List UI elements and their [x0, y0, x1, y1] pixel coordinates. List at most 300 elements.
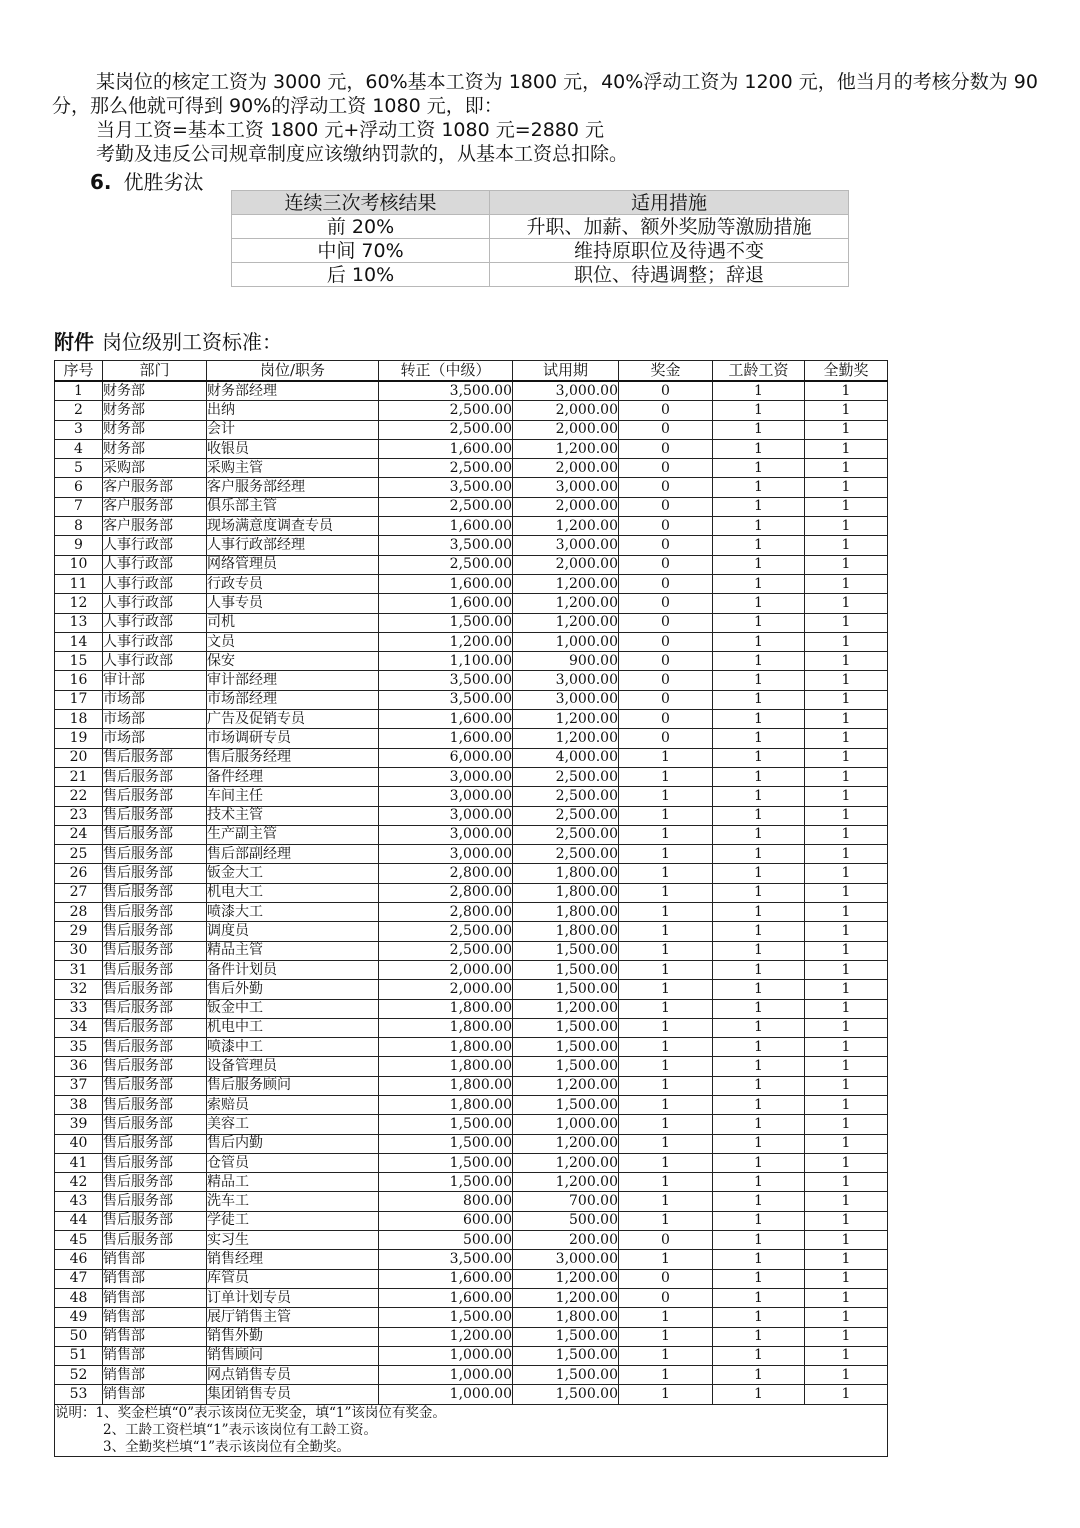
index-cell: 13 — [55, 613, 103, 632]
seniority-pay-cell: 1 — [713, 517, 805, 536]
position-cell: 钣金大工 — [207, 864, 379, 883]
measures-result-cell: 前 20% — [232, 215, 490, 239]
probation-salary-cell: 2,500.00 — [513, 825, 619, 844]
department-cell: 售后服务部 — [103, 845, 207, 864]
probation-salary-cell: 2,500.00 — [513, 787, 619, 806]
probation-salary-cell: 1,500.00 — [513, 1057, 619, 1076]
position-cell: 网点销售专员 — [207, 1366, 379, 1385]
intro-paragraph-1: 某岗位的核定工资为 3000 元，60%基本工资为 1800 元，40%浮动工资为 1200 元，他当月的考核分数为 90 分，那么他就可得到 90%的浮动工资 1080 元，即： — [52, 71, 1038, 117]
regular-salary-cell: 1,600.00 — [379, 1269, 513, 1288]
table-row — [55, 1192, 888, 1211]
table-row — [55, 825, 888, 844]
department-cell: 销售部 — [103, 1269, 207, 1288]
header-index: 序号 — [55, 361, 103, 382]
regular-salary-cell: 2,500.00 — [379, 497, 513, 516]
seniority-pay-cell: 1 — [713, 459, 805, 478]
probation-salary-cell: 2,500.00 — [513, 845, 619, 864]
table-notes — [55, 1404, 888, 1456]
department-cell: 售后服务部 — [103, 1057, 207, 1076]
seniority-pay-cell: 1 — [713, 980, 805, 999]
seniority-pay-cell: 1 — [713, 690, 805, 709]
position-cell: 销售外勤 — [207, 1327, 379, 1346]
probation-salary-cell: 1,200.00 — [513, 574, 619, 593]
bonus-cell: 1 — [619, 806, 713, 825]
regular-salary-cell: 1,600.00 — [379, 594, 513, 613]
table-row — [55, 1366, 888, 1385]
probation-salary-cell: 1,800.00 — [513, 903, 619, 922]
department-cell: 人事行政部 — [103, 536, 207, 555]
table-row — [55, 1231, 888, 1250]
table-row — [55, 1211, 888, 1230]
bonus-cell: 1 — [619, 1076, 713, 1095]
seniority-pay-cell: 1 — [713, 1134, 805, 1153]
index-cell: 14 — [55, 632, 103, 651]
attendance-bonus-cell: 1 — [805, 574, 888, 593]
header-position: 岗位/职务 — [207, 361, 379, 382]
regular-salary-cell: 3,500.00 — [379, 1250, 513, 1269]
table-row — [55, 652, 888, 671]
attendance-bonus-cell: 1 — [805, 439, 888, 458]
department-cell: 售后服务部 — [103, 883, 207, 902]
probation-salary-cell: 200.00 — [513, 1231, 619, 1250]
regular-salary-cell: 3,000.00 — [379, 767, 513, 786]
probation-salary-cell: 1,800.00 — [513, 864, 619, 883]
attendance-bonus-cell: 1 — [805, 1192, 888, 1211]
seniority-pay-cell: 1 — [713, 1231, 805, 1250]
appendix-title: 岗位级别工资标准： — [102, 330, 282, 354]
table-row — [55, 632, 888, 651]
table-row — [55, 903, 888, 922]
bonus-cell: 1 — [619, 787, 713, 806]
table-row — [55, 1327, 888, 1346]
department-cell: 销售部 — [103, 1385, 207, 1404]
position-cell: 网络管理员 — [207, 555, 379, 574]
index-cell: 49 — [55, 1308, 103, 1327]
index-cell: 7 — [55, 497, 103, 516]
attendance-bonus-cell: 1 — [805, 729, 888, 748]
probation-salary-cell: 2,000.00 — [513, 459, 619, 478]
probation-salary-cell: 2,500.00 — [513, 767, 619, 786]
seniority-pay-cell: 1 — [713, 1018, 805, 1037]
salary-header-row — [55, 361, 888, 382]
position-cell: 会计 — [207, 420, 379, 439]
bonus-cell: 1 — [619, 1250, 713, 1269]
department-cell: 客户服务部 — [103, 497, 207, 516]
index-cell: 42 — [55, 1173, 103, 1192]
attendance-bonus-cell: 1 — [805, 613, 888, 632]
position-cell: 采购主管 — [207, 459, 379, 478]
position-cell: 机电中工 — [207, 1018, 379, 1037]
bonus-cell: 1 — [619, 903, 713, 922]
position-cell: 人事行政部经理 — [207, 536, 379, 555]
salary-formula: 当月工资=基本工资 1800 元+浮动工资 1080 元=2880 元 — [96, 119, 605, 141]
bonus-cell: 0 — [619, 632, 713, 651]
regular-salary-cell: 3,500.00 — [379, 690, 513, 709]
attendance-bonus-cell: 1 — [805, 1076, 888, 1095]
bonus-cell: 1 — [619, 1018, 713, 1037]
regular-salary-cell: 1,500.00 — [379, 1153, 513, 1172]
regular-salary-cell: 800.00 — [379, 1192, 513, 1211]
department-cell: 售后服务部 — [103, 941, 207, 960]
seniority-pay-cell: 1 — [713, 1057, 805, 1076]
probation-salary-cell: 4,000.00 — [513, 748, 619, 767]
regular-salary-cell: 2,500.00 — [379, 459, 513, 478]
bonus-cell: 0 — [619, 594, 713, 613]
regular-salary-cell: 3,000.00 — [379, 825, 513, 844]
table-row — [55, 555, 888, 574]
table-row — [55, 960, 888, 979]
regular-salary-cell: 1,600.00 — [379, 517, 513, 536]
position-cell: 技术主管 — [207, 806, 379, 825]
measures-result-cell: 后 10% — [232, 263, 490, 287]
index-cell: 38 — [55, 1095, 103, 1114]
bonus-cell: 0 — [619, 381, 713, 401]
probation-salary-cell: 1,500.00 — [513, 1327, 619, 1346]
regular-salary-cell: 500.00 — [379, 1231, 513, 1250]
department-cell: 财务部 — [103, 420, 207, 439]
intro-text — [52, 70, 1042, 166]
index-cell: 39 — [55, 1115, 103, 1134]
bonus-cell: 1 — [619, 1095, 713, 1114]
table-row — [55, 748, 888, 767]
table-row — [55, 459, 888, 478]
regular-salary-cell: 2,000.00 — [379, 980, 513, 999]
attendance-bonus-cell: 1 — [805, 1211, 888, 1230]
bonus-cell: 1 — [619, 1308, 713, 1327]
attendance-bonus-cell: 1 — [805, 1269, 888, 1288]
attendance-bonus-cell: 1 — [805, 980, 888, 999]
department-cell: 客户服务部 — [103, 478, 207, 497]
regular-salary-cell: 6,000.00 — [379, 748, 513, 767]
seniority-pay-cell: 1 — [713, 883, 805, 902]
department-cell: 采购部 — [103, 459, 207, 478]
seniority-pay-cell: 1 — [713, 845, 805, 864]
regular-salary-cell: 2,500.00 — [379, 401, 513, 420]
table-row — [55, 1076, 888, 1095]
department-cell: 售后服务部 — [103, 825, 207, 844]
index-cell: 19 — [55, 729, 103, 748]
index-cell: 4 — [55, 439, 103, 458]
seniority-pay-cell: 1 — [713, 594, 805, 613]
department-cell: 售后服务部 — [103, 767, 207, 786]
position-cell: 库管员 — [207, 1269, 379, 1288]
attendance-bonus-cell: 1 — [805, 941, 888, 960]
department-cell: 售后服务部 — [103, 806, 207, 825]
attendance-bonus-cell: 1 — [805, 922, 888, 941]
index-cell: 27 — [55, 883, 103, 902]
attendance-bonus-cell: 1 — [805, 594, 888, 613]
table-row — [55, 806, 888, 825]
position-cell: 销售顾问 — [207, 1346, 379, 1365]
notes-row — [55, 1404, 888, 1456]
index-cell: 11 — [55, 574, 103, 593]
department-cell: 售后服务部 — [103, 1038, 207, 1057]
table-row — [55, 787, 888, 806]
regular-salary-cell: 1,200.00 — [379, 1327, 513, 1346]
position-cell: 钣金中工 — [207, 999, 379, 1018]
position-cell: 出纳 — [207, 401, 379, 420]
position-cell: 司机 — [207, 613, 379, 632]
position-cell: 客户服务部经理 — [207, 478, 379, 497]
regular-salary-cell: 1,800.00 — [379, 1057, 513, 1076]
position-cell: 精品主管 — [207, 941, 379, 960]
seniority-pay-cell: 1 — [713, 787, 805, 806]
seniority-pay-cell: 1 — [713, 1269, 805, 1288]
bonus-cell: 1 — [619, 1173, 713, 1192]
position-cell: 现场满意度调查专员 — [207, 517, 379, 536]
probation-salary-cell: 1,200.00 — [513, 594, 619, 613]
table-row — [55, 420, 888, 439]
index-cell: 16 — [55, 671, 103, 690]
probation-salary-cell: 700.00 — [513, 1192, 619, 1211]
bonus-cell: 1 — [619, 922, 713, 941]
department-cell: 销售部 — [103, 1366, 207, 1385]
department-cell: 售后服务部 — [103, 787, 207, 806]
seniority-pay-cell: 1 — [713, 555, 805, 574]
measures-result-cell: 中间 70% — [232, 239, 490, 263]
measures-row — [232, 263, 849, 287]
regular-salary-cell: 1,800.00 — [379, 999, 513, 1018]
department-cell: 市场部 — [103, 690, 207, 709]
table-row — [55, 710, 888, 729]
table-row — [55, 1153, 888, 1172]
department-cell: 售后服务部 — [103, 903, 207, 922]
regular-salary-cell: 3,000.00 — [379, 787, 513, 806]
bonus-cell: 1 — [619, 1211, 713, 1230]
bonus-cell: 1 — [619, 999, 713, 1018]
position-cell: 精品工 — [207, 1173, 379, 1192]
seniority-pay-cell: 1 — [713, 671, 805, 690]
header-department: 部门 — [103, 361, 207, 382]
index-cell: 6 — [55, 478, 103, 497]
attendance-bonus-cell: 1 — [805, 845, 888, 864]
bonus-cell: 0 — [619, 613, 713, 632]
seniority-pay-cell: 1 — [713, 652, 805, 671]
probation-salary-cell: 1,200.00 — [513, 1134, 619, 1153]
regular-salary-cell: 2,800.00 — [379, 864, 513, 883]
seniority-pay-cell: 1 — [713, 1173, 805, 1192]
probation-salary-cell: 1,500.00 — [513, 1038, 619, 1057]
position-cell: 售后内勤 — [207, 1134, 379, 1153]
position-cell: 行政专员 — [207, 574, 379, 593]
bonus-cell: 1 — [619, 941, 713, 960]
index-cell: 18 — [55, 710, 103, 729]
table-row — [55, 1173, 888, 1192]
table-row — [55, 594, 888, 613]
seniority-pay-cell: 1 — [713, 864, 805, 883]
seniority-pay-cell: 1 — [713, 941, 805, 960]
attendance-bonus-cell: 1 — [805, 690, 888, 709]
index-cell: 1 — [55, 381, 103, 401]
bonus-cell: 0 — [619, 555, 713, 574]
probation-salary-cell: 1,200.00 — [513, 1269, 619, 1288]
table-row — [55, 1250, 888, 1269]
measures-action-cell: 升职、加薪、额外奖励等激励措施 — [490, 215, 849, 239]
table-row — [55, 883, 888, 902]
bonus-cell: 1 — [619, 1366, 713, 1385]
regular-salary-cell: 1,600.00 — [379, 574, 513, 593]
regular-salary-cell: 3,500.00 — [379, 381, 513, 401]
table-row — [55, 478, 888, 497]
position-cell: 喷漆中工 — [207, 1038, 379, 1057]
attendance-bonus-cell: 1 — [805, 478, 888, 497]
probation-salary-cell: 2,500.00 — [513, 806, 619, 825]
department-cell: 售后服务部 — [103, 1153, 207, 1172]
department-cell: 售后服务部 — [103, 1192, 207, 1211]
seniority-pay-cell: 1 — [713, 1115, 805, 1134]
probation-salary-cell: 3,000.00 — [513, 690, 619, 709]
bonus-cell: 0 — [619, 671, 713, 690]
attendance-bonus-cell: 1 — [805, 710, 888, 729]
note-line: 说明：1、奖金栏填“0”表示该岗位无奖金，填“1”该岗位有奖金。 — [55, 1404, 446, 1421]
index-cell: 12 — [55, 594, 103, 613]
position-cell: 学徒工 — [207, 1211, 379, 1230]
attendance-bonus-cell: 1 — [805, 1095, 888, 1114]
index-cell: 34 — [55, 1018, 103, 1037]
position-cell: 展厅销售主管 — [207, 1308, 379, 1327]
seniority-pay-cell: 1 — [713, 439, 805, 458]
table-row — [55, 1057, 888, 1076]
department-cell: 售后服务部 — [103, 960, 207, 979]
table-row — [55, 671, 888, 690]
seniority-pay-cell: 1 — [713, 1288, 805, 1307]
attendance-bonus-cell: 1 — [805, 401, 888, 420]
regular-salary-cell: 1,500.00 — [379, 1173, 513, 1192]
regular-salary-cell: 2,000.00 — [379, 960, 513, 979]
position-cell: 备件计划员 — [207, 960, 379, 979]
index-cell: 35 — [55, 1038, 103, 1057]
regular-salary-cell: 1,800.00 — [379, 1076, 513, 1095]
regular-salary-cell: 1,600.00 — [379, 439, 513, 458]
attendance-bonus-cell: 1 — [805, 999, 888, 1018]
seniority-pay-cell: 1 — [713, 729, 805, 748]
position-cell: 喷漆大工 — [207, 903, 379, 922]
seniority-pay-cell: 1 — [713, 1385, 805, 1404]
measures-row — [232, 215, 849, 239]
index-cell: 21 — [55, 767, 103, 786]
index-cell: 44 — [55, 1211, 103, 1230]
position-cell: 保安 — [207, 652, 379, 671]
regular-salary-cell: 2,800.00 — [379, 883, 513, 902]
bonus-cell: 0 — [619, 439, 713, 458]
index-cell: 47 — [55, 1269, 103, 1288]
probation-salary-cell: 1,200.00 — [513, 613, 619, 632]
regular-salary-cell: 1,800.00 — [379, 1038, 513, 1057]
table-row — [55, 922, 888, 941]
position-cell: 售后服务经理 — [207, 748, 379, 767]
bonus-cell: 1 — [619, 825, 713, 844]
index-cell: 10 — [55, 555, 103, 574]
table-row — [55, 999, 888, 1018]
attendance-bonus-cell: 1 — [805, 459, 888, 478]
attendance-bonus-cell: 1 — [805, 767, 888, 786]
regular-salary-cell: 1,600.00 — [379, 729, 513, 748]
position-cell: 售后部副经理 — [207, 845, 379, 864]
bonus-cell: 1 — [619, 864, 713, 883]
regular-salary-cell: 2,500.00 — [379, 922, 513, 941]
index-cell: 31 — [55, 960, 103, 979]
header-bonus: 奖金 — [619, 361, 713, 382]
bonus-cell: 0 — [619, 652, 713, 671]
probation-salary-cell: 900.00 — [513, 652, 619, 671]
attendance-bonus-cell: 1 — [805, 960, 888, 979]
bonus-cell: 1 — [619, 1385, 713, 1404]
table-row — [55, 1308, 888, 1327]
department-cell: 人事行政部 — [103, 574, 207, 593]
probation-salary-cell: 1,500.00 — [513, 1385, 619, 1404]
bonus-cell: 1 — [619, 767, 713, 786]
table-row — [55, 690, 888, 709]
attendance-bonus-cell: 1 — [805, 1115, 888, 1134]
regular-salary-cell: 1,000.00 — [379, 1346, 513, 1365]
bonus-cell: 1 — [619, 748, 713, 767]
position-cell: 美容工 — [207, 1115, 379, 1134]
department-cell: 财务部 — [103, 381, 207, 401]
attendance-bonus-cell: 1 — [805, 652, 888, 671]
position-cell: 车间主任 — [207, 787, 379, 806]
seniority-pay-cell: 1 — [713, 999, 805, 1018]
position-cell: 俱乐部主管 — [207, 497, 379, 516]
bonus-cell: 0 — [619, 710, 713, 729]
probation-salary-cell: 1,500.00 — [513, 1346, 619, 1365]
seniority-pay-cell: 1 — [713, 1192, 805, 1211]
regular-salary-cell: 1,600.00 — [379, 710, 513, 729]
department-cell: 财务部 — [103, 439, 207, 458]
appendix-heading — [54, 326, 282, 355]
bonus-cell: 1 — [619, 1038, 713, 1057]
bonus-cell: 0 — [619, 497, 713, 516]
probation-salary-cell: 1,500.00 — [513, 1018, 619, 1037]
position-cell: 人事专员 — [207, 594, 379, 613]
position-cell: 售后外勤 — [207, 980, 379, 999]
probation-salary-cell: 3,000.00 — [513, 1250, 619, 1269]
position-cell: 收银员 — [207, 439, 379, 458]
position-cell: 集团销售专员 — [207, 1385, 379, 1404]
index-cell: 2 — [55, 401, 103, 420]
probation-salary-cell: 2,000.00 — [513, 497, 619, 516]
seniority-pay-cell: 1 — [713, 1250, 805, 1269]
table-row — [55, 536, 888, 555]
seniority-pay-cell: 1 — [713, 767, 805, 786]
department-cell: 人事行政部 — [103, 555, 207, 574]
probation-salary-cell: 1,800.00 — [513, 883, 619, 902]
regular-salary-cell: 1,600.00 — [379, 1288, 513, 1307]
index-cell: 29 — [55, 922, 103, 941]
assessment-measures-table — [231, 190, 849, 287]
probation-salary-cell: 1,500.00 — [513, 960, 619, 979]
seniority-pay-cell: 1 — [713, 748, 805, 767]
seniority-pay-cell: 1 — [713, 1095, 805, 1114]
measures-header-result: 连续三次考核结果 — [232, 191, 490, 215]
department-cell: 人事行政部 — [103, 632, 207, 651]
attendance-bonus-cell: 1 — [805, 632, 888, 651]
attendance-bonus-cell: 1 — [805, 1173, 888, 1192]
bonus-cell: 1 — [619, 1346, 713, 1365]
table-row — [55, 980, 888, 999]
bonus-cell: 1 — [619, 1057, 713, 1076]
attendance-bonus-cell: 1 — [805, 1327, 888, 1346]
department-cell: 售后服务部 — [103, 980, 207, 999]
probation-salary-cell: 1,000.00 — [513, 1115, 619, 1134]
department-cell: 销售部 — [103, 1250, 207, 1269]
probation-salary-cell: 1,000.00 — [513, 632, 619, 651]
department-cell: 售后服务部 — [103, 748, 207, 767]
bonus-cell: 0 — [619, 729, 713, 748]
department-cell: 人事行政部 — [103, 613, 207, 632]
bonus-cell: 0 — [619, 459, 713, 478]
bonus-cell: 1 — [619, 1115, 713, 1134]
measures-row — [232, 239, 849, 263]
